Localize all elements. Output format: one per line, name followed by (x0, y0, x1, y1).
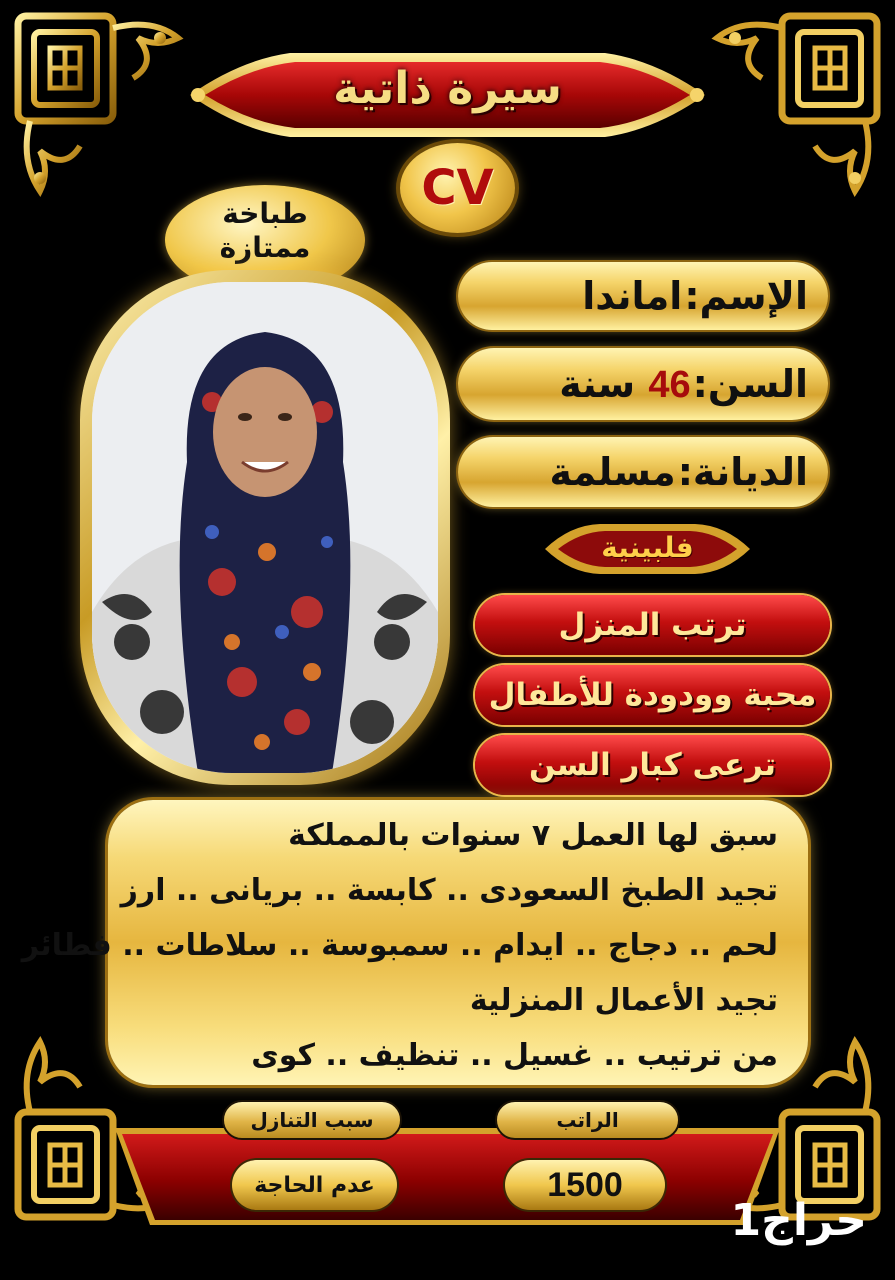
title-banner (180, 45, 715, 145)
chef-badge-line-1: طباخة (222, 197, 308, 230)
religion-label: الديانة: (677, 450, 808, 494)
watermark-logo: حراج1 (730, 1195, 867, 1246)
experience-panel (21, 800, 808, 1085)
religion-row (549, 450, 808, 494)
reason-label: سبب التنازل (250, 1108, 374, 1132)
age-unit: سنة (559, 361, 636, 406)
name-label: الإسم: (684, 274, 808, 318)
age-value: 46 (648, 363, 691, 406)
skill-text: ترعى كبار السن (529, 747, 776, 783)
cv-badge (400, 143, 515, 233)
nationality-badge (540, 520, 755, 578)
religion-field (458, 437, 828, 507)
ornament-corner-top-left (10, 8, 185, 198)
name-field (458, 262, 828, 330)
reason-value: عدم الحاجة (254, 1172, 375, 1198)
page-title: سيرة ذاتية (333, 63, 562, 114)
name-value: اماندا (582, 274, 683, 318)
experience-line: سبق لها العمل ٧ سنوات بالمملكة (288, 818, 778, 853)
salary-value-pill (505, 1160, 665, 1210)
profile-photo (92, 282, 438, 773)
name-row (582, 274, 808, 318)
experience-line: من ترتيب .. غسيل .. تنظيف .. كوى (251, 1038, 778, 1073)
experience-line: تجيد الطبخ السعودى .. كابسة .. بريانى .. ارز (120, 873, 778, 908)
ornament-corner-top-right (710, 8, 885, 198)
age-field (458, 348, 828, 420)
religion-value: مسلمة (549, 450, 676, 494)
reason-value-pill (232, 1160, 397, 1210)
age-label: السن: (692, 361, 808, 406)
salary-label: الراتب (556, 1108, 619, 1132)
reason-label-pill (222, 1100, 402, 1140)
skill-pill (475, 665, 830, 725)
nationality-text: فلبينية (601, 531, 694, 564)
experience-line: لحم .. دجاج .. ايدام .. سمبوسة .. سلاطات .. فطائر (21, 928, 778, 963)
skill-text: ترتب المنزل (558, 607, 747, 643)
skill-pill (475, 735, 830, 795)
excellent-cook-text (165, 197, 365, 265)
cv-badge-text: CV (421, 160, 494, 216)
profile-photo-frame (80, 270, 450, 785)
skill-pill (475, 595, 830, 655)
age-row (559, 362, 808, 407)
chef-badge-line-2: ممتازة (219, 231, 311, 264)
skill-text: محبة وودودة للأطفال (488, 677, 817, 713)
salary-label-pill (495, 1100, 680, 1140)
experience-line: تجيد الأعمال المنزلية (469, 983, 778, 1018)
salary-value: 1500 (547, 1165, 623, 1204)
